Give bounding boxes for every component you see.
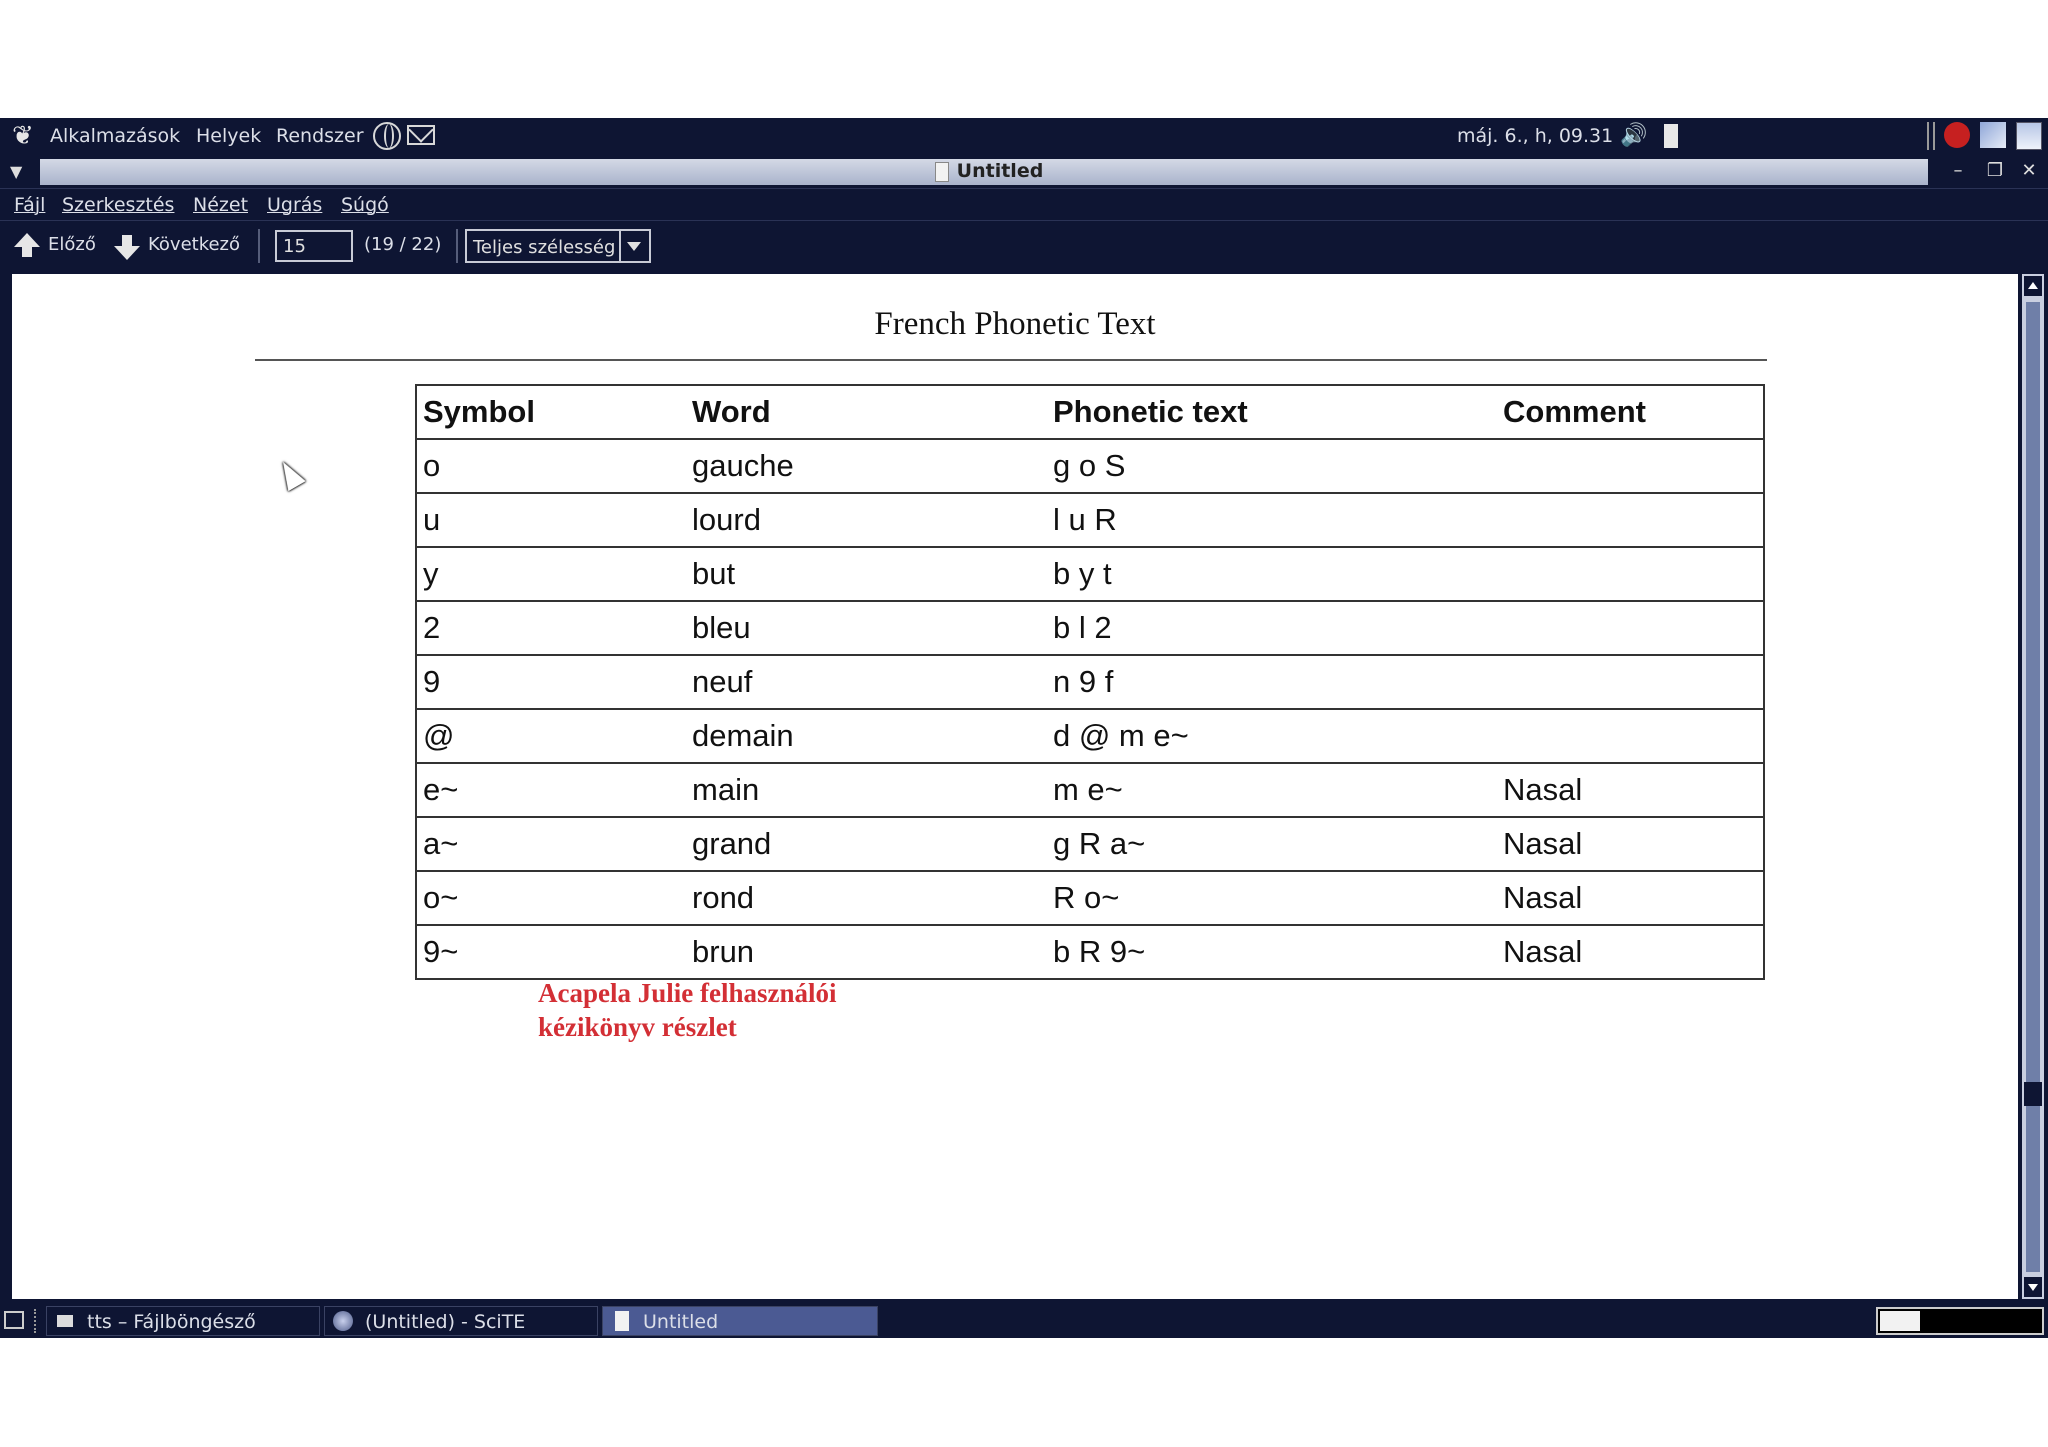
close-icon[interactable]: ✕ [2021, 160, 2037, 181]
top-panel [0, 118, 2048, 154]
cell-phonetic: b y t [1047, 547, 1497, 601]
table-row [416, 601, 1764, 655]
next-button[interactable]: Következő [148, 234, 241, 255]
cell-word: lourd [686, 493, 1047, 547]
table-row [416, 655, 1764, 709]
cell-phonetic: g R a~ [1047, 817, 1497, 871]
web-browser-icon[interactable] [373, 122, 401, 150]
cell-comment: Nasal [1497, 871, 1764, 925]
menu-places[interactable]: Helyek [196, 125, 262, 147]
clock[interactable]: máj. 6., h, 09.31 [1457, 125, 1614, 147]
menu-system[interactable]: Rendszer [276, 125, 364, 147]
task-label: Untitled [643, 1311, 719, 1333]
cell-word: rond [686, 871, 1047, 925]
cell-symbol: o~ [416, 871, 686, 925]
cell-word: grand [686, 817, 1047, 871]
cell-phonetic: l u R [1047, 493, 1497, 547]
folder-icon [57, 1315, 73, 1327]
scroll-down-icon[interactable] [2024, 1277, 2042, 1297]
cell-word: main [686, 763, 1047, 817]
battery-icon[interactable] [1664, 124, 1678, 148]
window-title: Untitled [956, 160, 1044, 182]
page-count: (19 / 22) [364, 234, 442, 255]
table-row [416, 709, 1764, 763]
task-scite[interactable] [324, 1306, 598, 1336]
menu-view[interactable]: Nézet [193, 194, 249, 216]
workspace-1[interactable] [1880, 1311, 1920, 1331]
scite-icon [333, 1311, 353, 1331]
vertical-scrollbar[interactable] [2022, 274, 2044, 1299]
menu-help[interactable]: Súgó [341, 194, 389, 216]
mouse-pointer-icon [274, 457, 305, 491]
document-title: French Phonetic Text [874, 306, 1156, 342]
cell-word: neuf [686, 655, 1047, 709]
document-page[interactable] [12, 274, 2018, 1299]
menubar [0, 188, 2048, 221]
scroll-thumb[interactable] [2024, 1082, 2042, 1106]
cell-word: gauche [686, 439, 1047, 493]
minimize-icon[interactable]: – [1953, 160, 1963, 181]
cell-symbol: 9~ [416, 925, 686, 979]
cell-comment: Nasal [1497, 763, 1764, 817]
toolbar-separator [258, 229, 260, 263]
table-row [416, 817, 1764, 871]
table-row [416, 547, 1764, 601]
cell-phonetic: g o S [1047, 439, 1497, 493]
cell-symbol: u [416, 493, 686, 547]
taskbar-handle [34, 1309, 42, 1333]
cell-comment [1497, 439, 1764, 493]
zoom-select[interactable] [465, 229, 651, 263]
tray-handle [1927, 122, 1935, 150]
document-view [0, 270, 2048, 1303]
cell-symbol: 9 [416, 655, 686, 709]
table-row [416, 493, 1764, 547]
cell-phonetic: b l 2 [1047, 601, 1497, 655]
cell-comment [1497, 709, 1764, 763]
chevron-down-icon[interactable] [619, 231, 649, 261]
table-row [416, 925, 1764, 979]
gnome-foot-icon[interactable]: ❦ [12, 121, 34, 151]
notes-icon[interactable] [1980, 122, 2006, 148]
document-icon [615, 1311, 629, 1331]
table-row [416, 439, 1764, 493]
cell-comment [1497, 655, 1764, 709]
caption [538, 976, 837, 1044]
window-menu-icon[interactable]: ▼ [10, 162, 23, 181]
scroll-up-icon[interactable] [2024, 276, 2042, 296]
header-comment: Comment [1497, 385, 1764, 439]
zoom-value: Teljes szélesség [473, 237, 616, 258]
maximize-icon[interactable]: ❐ [1986, 160, 2004, 181]
cell-comment [1497, 601, 1764, 655]
cell-word: brun [686, 925, 1047, 979]
volume-icon[interactable]: 🔊 [1620, 123, 1648, 148]
cell-phonetic: n 9 f [1047, 655, 1497, 709]
phonetic-table [415, 384, 1765, 980]
header-word: Word [686, 385, 1047, 439]
window-titlebar[interactable] [0, 154, 2048, 188]
header-phonetic-text: Phonetic text [1047, 385, 1497, 439]
cell-comment: Nasal [1497, 925, 1764, 979]
cell-symbol: @ [416, 709, 686, 763]
page-number-input[interactable] [275, 230, 353, 262]
cell-symbol: 2 [416, 601, 686, 655]
menu-go[interactable]: Ugrás [267, 194, 323, 216]
cell-phonetic: R o~ [1047, 871, 1497, 925]
bug-report-icon[interactable] [1944, 122, 1970, 148]
cell-word: bleu [686, 601, 1047, 655]
cell-comment: Nasal [1497, 817, 1764, 871]
title-rule [255, 359, 1767, 361]
taskbar [0, 1303, 2048, 1338]
toolbar [0, 220, 2048, 271]
table-row [416, 871, 1764, 925]
caption-line-1: Acapela Julie felhasználói [538, 978, 837, 1008]
menu-edit[interactable]: Szerkesztés [62, 194, 175, 216]
cell-symbol: y [416, 547, 686, 601]
table-row [416, 763, 1764, 817]
cell-symbol: e~ [416, 763, 686, 817]
cell-phonetic: m e~ [1047, 763, 1497, 817]
toolbar-separator [456, 229, 458, 263]
cell-phonetic: d @ m e~ [1047, 709, 1497, 763]
clipboard-icon[interactable] [2016, 122, 2042, 150]
cell-phonetic: b R 9~ [1047, 925, 1497, 979]
table-header-row [416, 385, 1764, 439]
cell-comment [1497, 493, 1764, 547]
task-label: (Untitled) - SciTE [365, 1311, 526, 1333]
mail-icon[interactable] [407, 125, 435, 145]
task-label: tts – Fájlböngésző [87, 1311, 256, 1333]
arrow-up-icon[interactable] [14, 233, 40, 247]
show-desktop-icon[interactable] [4, 1311, 24, 1329]
workspace-switcher[interactable] [1876, 1307, 2044, 1335]
task-file-browser[interactable] [46, 1306, 320, 1336]
caption-line-2: kézikönyv részlet [538, 1012, 737, 1042]
cell-word: but [686, 547, 1047, 601]
menu-applications[interactable]: Alkalmazások [50, 125, 181, 147]
task-untitled[interactable] [602, 1306, 878, 1336]
scroll-track[interactable] [2026, 302, 2040, 1272]
previous-button[interactable]: Előző [48, 234, 96, 255]
cell-symbol: o [416, 439, 686, 493]
cell-comment [1497, 547, 1764, 601]
desktop-screen [0, 118, 2048, 1333]
menu-file[interactable]: Fájl [14, 194, 46, 216]
header-symbol: Symbol [416, 385, 686, 439]
cell-symbol: a~ [416, 817, 686, 871]
cell-word: demain [686, 709, 1047, 763]
